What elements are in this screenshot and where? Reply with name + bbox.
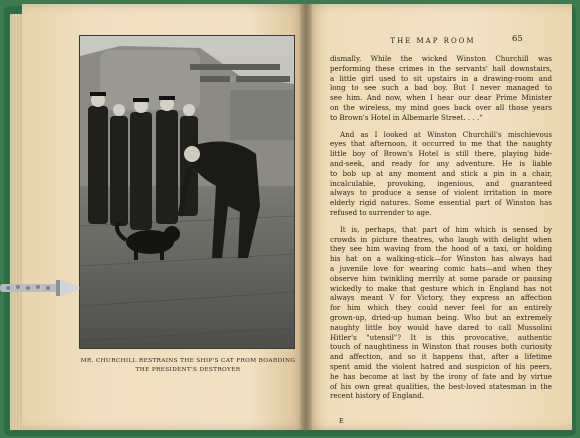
signature-mark: E: [339, 417, 344, 425]
paragraph-gap: [330, 218, 552, 225]
paper-knife-icon: [0, 270, 82, 304]
text-line: grown-up, dried-up human being. Who but an extremely: [330, 312, 552, 322]
text-line: Hitler's "utensil"? It is this provocative, authentic: [330, 332, 552, 342]
text-line: elderly rigid natures. Some essential part of Winston has: [330, 198, 552, 208]
text-line: refused to surrender to age.: [330, 207, 432, 217]
page-body-text: [330, 54, 552, 401]
text-line: little boy of Brown's Hotel is still there, playing hide-: [330, 149, 552, 159]
caption-line-1: MR. CHURCHILL RESTRAINS THE SHIP'S CAT FROM BOARDING: [80, 358, 296, 364]
text-line: and affection, and so it happens that, after a lifetime: [330, 352, 552, 362]
text-line: his hat on a walking-stick—for Winston has always had: [330, 254, 552, 264]
text-line: And as I looked at Winston Churchill's mischievous: [340, 129, 552, 139]
paragraph-gap: [330, 123, 552, 130]
text-line: see him. And now, when I hear our dear Prime Minister: [330, 93, 552, 103]
caption-line-2: THE PRESIDENT'S DESTROYER: [135, 367, 241, 373]
text-line: of his own great qualities, the best-loved statesman in the: [330, 381, 552, 391]
photo-illustration: [80, 36, 294, 348]
text-line: he has become at last by the irony of fate and by virtue: [330, 371, 552, 381]
text-line: on the wireless, my mind goes back over all those years: [330, 102, 552, 112]
text-line: they see him waving from the hood of a taxi, or holding: [330, 244, 552, 254]
text-line: and-seek, and ready for any adventure. He is liable: [330, 158, 552, 168]
text-line: recent history of England.: [330, 391, 424, 401]
text-line: crowds in picture theatres, who laugh with delight when: [330, 234, 552, 244]
page-number: 65: [512, 34, 523, 44]
text-line: performing these crimes in the servants' hall downstairs,: [330, 63, 552, 73]
text-line: incalculable, provoking, ingenious, and guaranteed: [330, 178, 552, 188]
text-line: long to see such a bad boy. But I never managed to: [330, 83, 552, 93]
text-line: touch of naughtiness in Winston that rouses both curiosity: [330, 342, 552, 352]
text-line: observe him twinkling merrily at some parade or pausing: [330, 273, 552, 283]
text-line: dismally. While the wicked Winston Churchill was: [330, 54, 552, 63]
text-line: wickedly to make that gesture which in England has not: [330, 283, 552, 293]
text-line: naughty little boy would have dared to call Mussolini: [330, 322, 552, 332]
text-line: always meant V for Victory, they express an affection: [330, 293, 552, 303]
text-line: a little girl used to sit upstairs in a drawing-room and: [330, 73, 552, 83]
photo-caption: [70, 357, 306, 375]
running-head: THE MAP ROOM: [390, 37, 476, 45]
text-line: to bob up at any moment and stick a pin in a chair,: [330, 168, 552, 178]
text-line: It is, perhaps, that part of him which is sensed by: [340, 224, 552, 234]
text-line: eyes that afternoon, it occurred to me that the naughty: [330, 139, 552, 149]
photograph: [80, 36, 294, 348]
text-line: a juvenile love for wearing comic hats—and when they: [330, 263, 552, 273]
text-line: for him which they could never feel for an entirely: [330, 303, 552, 313]
text-line: always to produce a sense of violent irritation in more: [330, 188, 552, 198]
text-line: to Brown's Hotel in Albemarle Street. . . .": [330, 112, 483, 122]
text-line: spent amid the violent hatred and suspicion of his peers,: [330, 361, 552, 371]
